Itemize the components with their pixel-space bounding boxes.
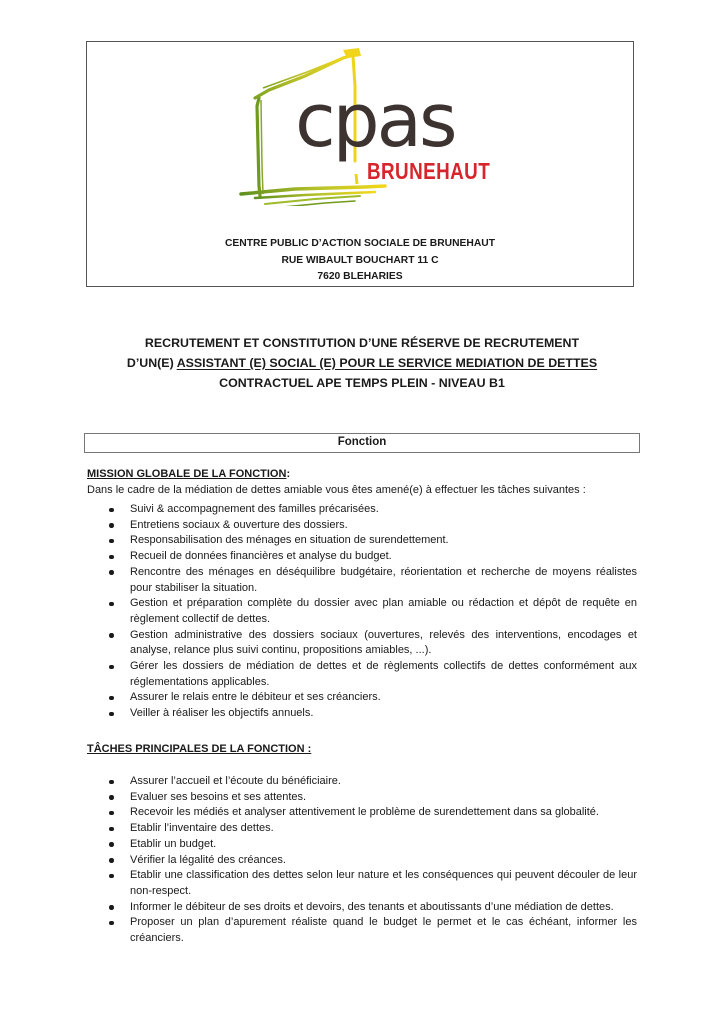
tasks-list	[87, 774, 637, 947]
title-line-1: RECRUTEMENT ET CONSTITUTION D’UNE RÉSERVE DE RECRUTEMENT	[144, 336, 580, 350]
list-item: Recevoir les médiés et analyser attentivement le problème de surendettement dans sa globalité.	[87, 805, 637, 821]
list-item: Responsabilisation des ménages en situation de surendettement.	[87, 533, 637, 549]
bullet-icon	[109, 905, 114, 910]
list-item: Vérifier la légalité des créances.	[87, 853, 637, 869]
mission-intro: Dans le cadre de la médiation de dettes amiable vous êtes amené(e) à effectuer les tâches suivantes :	[87, 484, 586, 496]
bullet-icon	[109, 780, 114, 785]
mission-heading-suffix: :	[286, 468, 291, 480]
list-item: Informer le débiteur de ses droits et devoirs, des tenants et aboutissants d’une médiation de dettes.	[87, 900, 637, 916]
org-street: RUE WIBAULT BOUCHART 11 C	[281, 254, 439, 266]
list-item: Evaluer ses besoins et ses attentes.	[87, 790, 637, 806]
cpas-logo	[235, 46, 495, 206]
tasks-heading: TÂCHES PRINCIPALES DE LA FONCTION :	[87, 743, 312, 755]
bullet-icon	[109, 795, 114, 800]
bullet-icon	[109, 508, 114, 513]
logo-wordmark: cpas	[295, 78, 455, 164]
section-box-fonction: Fonction	[84, 433, 640, 453]
bullet-icon	[109, 539, 114, 544]
bullet-icon	[109, 842, 114, 847]
list-item: Gestion administrative des dossiers sociaux (ouvertures, relevés des interventions, encodages et analyse, relance plus suivi continu, propositions amiables, ...).	[87, 628, 637, 659]
title-line-2	[60, 353, 664, 373]
bullet-icon	[109, 665, 114, 670]
bullet-icon	[109, 633, 114, 638]
bullet-icon	[109, 696, 114, 701]
title-line-2-position: ASSISTANT (E) SOCIAL (E) POUR LE SERVICE MEDIATION DE DETTES	[176, 356, 598, 370]
title-line-2-prefix: D’UN(E)	[126, 356, 177, 370]
list-item: Gérer les dossiers de médiation de dettes et de règlements collectifs de dettes conformément aux réglementations applicables.	[87, 659, 637, 690]
list-item: Proposer un plan d’apurement réaliste quand le budget le permet et le cas échéant, informer les créanciers.	[87, 915, 637, 946]
list-item: Entretiens sociaux & ouverture des dossiers.	[87, 518, 637, 534]
bullet-icon	[109, 570, 114, 575]
org-address	[87, 236, 633, 286]
logo-subtitle: BRUNEHAUT	[367, 158, 491, 184]
list-item: Assurer le relais entre le débiteur et ses créanciers.	[87, 690, 637, 706]
mission-heading-text: MISSION GLOBALE DE LA FONCTION	[87, 468, 287, 480]
document-title	[60, 333, 664, 393]
list-item: Etablir l’inventaire des dettes.	[87, 821, 637, 837]
list-item: Recueil de données financières et analyse du budget.	[87, 549, 637, 565]
mission-heading	[87, 467, 290, 482]
bullet-icon	[109, 712, 114, 717]
org-city: 7620 BLEHARIES	[317, 271, 403, 282]
letterhead-box	[86, 41, 634, 287]
bullet-icon	[109, 827, 114, 832]
list-item: Etablir une classification des dettes selon leur nature et les conséquences qui peuvent découler de leur non-respect.	[87, 868, 637, 899]
list-item: Etablir un budget.	[87, 837, 637, 853]
org-name: CENTRE PUBLIC D’ACTION SOCIALE DE BRUNEHAUT	[224, 238, 495, 249]
bullet-icon	[109, 874, 114, 879]
bullet-icon	[109, 602, 114, 607]
bullet-icon	[109, 523, 114, 528]
mission-list	[87, 502, 637, 722]
bullet-icon	[109, 921, 114, 926]
list-item: Assurer l’accueil et l’écoute du bénéficiaire.	[87, 774, 637, 790]
bullet-icon	[109, 858, 114, 863]
list-item: Suivi & accompagnement des familles précarisées.	[87, 502, 637, 518]
list-item: Rencontre des ménages en déséquilibre budgétaire, réorientation et recherche de moyens réalistes pour stabiliser la situation.	[87, 565, 637, 596]
bullet-icon	[109, 811, 114, 816]
list-item: Gestion et préparation complète du dossier avec plan amiable ou rédaction et dépôt de requête en règlement collectif de dettes.	[87, 596, 637, 627]
title-line-3: CONTRACTUEL APE TEMPS PLEIN - NIVEAU B1	[219, 376, 505, 390]
list-item: Veiller à réaliser les objectifs annuels.	[87, 706, 637, 722]
bullet-icon	[109, 555, 114, 560]
